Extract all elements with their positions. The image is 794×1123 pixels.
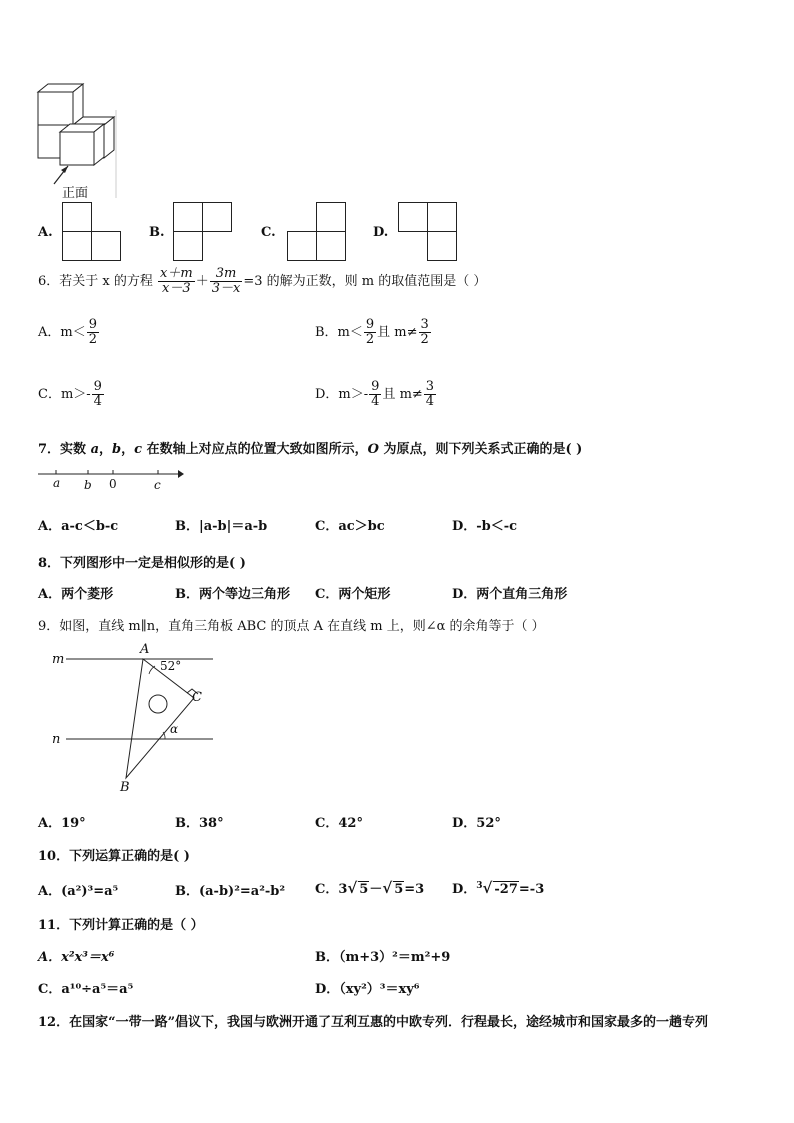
label-b: B [120,780,130,795]
axis-label-c: c [154,478,161,492]
q7-option-d[interactable]: D．-b＜-c [452,519,518,534]
label-a: A [140,642,150,657]
q9-option-a[interactable]: A．19° [38,816,86,831]
q9-option-c[interactable]: C．42° [315,816,363,831]
alpha-label: α [170,722,179,736]
label-n: n [52,732,61,747]
q7-option-c[interactable]: C．ac＞bc [315,519,385,534]
q8-option-c[interactable]: C．两个矩形 [315,587,391,602]
q11-option-b[interactable]: B．（m+3）²＝m²+9 [315,950,451,965]
q9-stem: 9．如图，直线 m∥n，直角三角板 ABC 的顶点 A 在直线 m 上，则∠α 的余角等于（ ） [38,619,545,634]
q5-option-d-label[interactable]: D. [373,225,389,240]
axis-label-b: b [84,478,92,492]
q9-option-b[interactable]: B．38° [175,816,224,831]
q10-option-c[interactable]: C．3√ 5－√ 5=3 [315,879,425,897]
q5-option-c-label[interactable]: C. [261,225,276,240]
q6-option-b[interactable]: B．m＜ $\frac{9}{2}$ 且 m≠ $\frac{3}{2}$ [315,317,429,347]
q9-option-d[interactable]: D．52° [452,816,501,831]
q7-stem: 7．实数 a，b，c 在数轴上对应点的位置大致如图所示，O 为原点，则下列关系式正确的是( ) [38,442,583,457]
q8-option-a[interactable]: A．两个菱形 [38,587,114,602]
q7-option-a[interactable]: A．a-c＜b-c [38,519,119,534]
angle-52-label: 52° [160,659,182,673]
q8-stem: 8．下列图形中一定是相似形的是( ) [38,556,246,571]
q11-option-c[interactable]: C．a¹⁰÷a⁵＝a⁵ [38,982,134,997]
q6-option-a[interactable]: A．m＜ $\frac{9}{2}$ [38,317,97,347]
q7-option-b[interactable]: B．|a-b|＝a-b [175,519,268,534]
q6-option-c[interactable]: C．m＞- $\frac{9}{4}$ [38,379,102,409]
axis-label-0: 0 [109,477,117,491]
q6-stem: 6．若关于 x 的方程 $\frac{x+m}{x-3}$ ＋ $\frac{3m}{3-x}$ =3 的解为正数，则 m 的取值范围是（ ） [38,266,487,296]
label-m: m [52,652,65,667]
q8-option-b[interactable]: B．两个等边三角形 [175,587,290,602]
q10-option-d[interactable]: D．$^3$√ -27=-3 [452,879,545,897]
q11-stem: 11．下列计算正确的是（ ） [38,918,204,933]
q10-stem: 10．下列运算正确的是( ) [38,849,190,864]
q12-stem: 12．在国家“一带一路”倡议下，我国与欧洲开通了互利互惠的中欧专列．行程最长，途经城市和国家最多的一趟专列 [38,1015,709,1030]
parallel-lines-triangle-figure [46,640,221,795]
axis-label-a: a [53,476,61,490]
q6-option-d[interactable]: D．m＞- $\frac{9}{4}$ 且 m≠ $\frac{3}{4}$ [315,379,435,409]
front-label: 正面 [62,186,89,201]
q5-option-b-label[interactable]: B. [149,225,165,240]
q8-option-d[interactable]: D．两个直角三角形 [452,587,568,602]
q10-option-a[interactable]: A．(a²)³=a⁵ [38,884,119,899]
q10-option-b[interactable]: B．(a-b)²=a²-b² [175,884,286,899]
q5-option-a-label[interactable]: A. [38,225,53,240]
q11-option-a[interactable]: A．x²x³＝x⁶ [38,950,115,965]
q11-option-d[interactable]: D．（xy²）³＝xy⁶ [315,982,420,997]
label-c: C [192,690,202,705]
